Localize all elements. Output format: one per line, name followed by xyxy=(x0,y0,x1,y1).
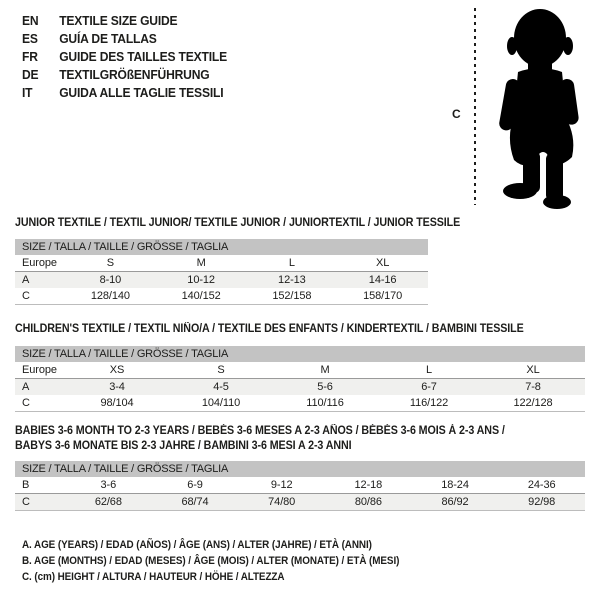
table-cell: 140/152 xyxy=(181,290,221,302)
babies-section-title xyxy=(15,424,505,454)
table-cell: 104/110 xyxy=(201,397,241,409)
table-cell: 92/98 xyxy=(528,496,556,508)
table-cell: 158/170 xyxy=(363,290,403,302)
table-cell: 110/116 xyxy=(306,397,344,409)
table-cell: M xyxy=(196,257,206,269)
table-row-europe xyxy=(15,362,585,379)
babies-title-line2: BABYS 3-6 MONATE BIS 2-3 JAHRE / BAMBINI 3-6 MESI A 2-3 ANNI xyxy=(15,440,352,452)
table-cell: S xyxy=(106,257,114,269)
language-row-de xyxy=(22,65,227,83)
guide-title-de: TEXTILGRÖßENFÜHRUNG xyxy=(59,66,210,82)
height-label-c: C xyxy=(452,107,461,121)
row-label: B xyxy=(22,479,30,491)
language-row-fr xyxy=(22,47,227,65)
language-code: IT xyxy=(22,84,33,100)
guide-title-en: TEXTILE SIZE GUIDE xyxy=(59,12,178,28)
footnotes xyxy=(22,537,441,585)
table-cell: 3-6 xyxy=(100,479,117,491)
language-row-en xyxy=(22,11,227,29)
row-label: C xyxy=(22,397,30,409)
table-cell: 10-12 xyxy=(187,274,215,286)
table-cell: 3-4 xyxy=(109,381,125,393)
table-row-europe xyxy=(15,255,428,272)
table-cell: 14-16 xyxy=(368,274,397,286)
table-cell: S xyxy=(217,364,225,376)
children-section-title: CHILDREN'S TEXTILE / TEXTIL NIÑO/A / TEXTILE DES ENFANTS / KINDERTEXTIL / BAMBINI TESSILE xyxy=(15,323,524,335)
children-size-table xyxy=(15,346,585,412)
footnote-c: C. (cm) HEIGHT / ALTURA / HAUTEUR / HÖHE / ALTEZZA xyxy=(22,571,285,583)
language-code: ES xyxy=(22,30,38,46)
table-cell: 5-6 xyxy=(317,381,333,393)
table-cell: 18-24 xyxy=(441,479,469,491)
table-cell: 62/68 xyxy=(94,496,122,508)
height-measure-dotted-line xyxy=(474,8,476,205)
table-cell: L xyxy=(425,364,433,376)
table-cell: L xyxy=(288,257,295,269)
table-cell: 6-9 xyxy=(187,479,203,491)
baby-figure xyxy=(452,4,600,214)
table-cell: XL xyxy=(375,257,390,269)
table-cell: 6-7 xyxy=(421,381,437,393)
footnote-b: B. AGE (MONTHS) / EDAD (MESES) / ÂGE (MOIS) / ALTER (MONATE) / ETÀ (MESI) xyxy=(22,555,400,567)
row-label: A xyxy=(22,274,30,286)
table-cell: 12-13 xyxy=(278,274,306,286)
language-code: EN xyxy=(22,12,39,28)
row-label: C xyxy=(22,496,30,508)
table-row-age xyxy=(15,272,428,288)
table-row-age xyxy=(15,379,585,395)
table-row-height xyxy=(15,494,585,511)
size-header-bar: SIZE / TALLA / TAILLE / GRÖSSE / TAGLIA xyxy=(15,239,428,255)
table-cell: 68/74 xyxy=(181,496,209,508)
table-cell: 80/86 xyxy=(354,496,382,508)
table-cell: M xyxy=(320,364,330,376)
table-cell: XS xyxy=(109,364,125,376)
table-cell: 122/128 xyxy=(513,397,553,409)
table-cell: 12-18 xyxy=(354,479,383,491)
guide-title-fr: GUIDE DES TAILLES TEXTILE xyxy=(59,48,227,64)
babies-title-line1: BABIES 3-6 MONTH TO 2-3 YEARS / BEBÉS 3-6 MESES A 2-3 AÑOS / BÉBÉS 3-6 MOIS À 2-3 ANS / xyxy=(15,425,505,437)
table-cell: 7-8 xyxy=(525,381,541,393)
size-header-bar: SIZE / TALLA / TAILLE / GRÖSSE / TAGLIA xyxy=(15,346,585,362)
language-code: FR xyxy=(22,48,38,64)
table-cell: 86/92 xyxy=(441,496,469,508)
junior-section-title: JUNIOR TEXTILE / TEXTIL JUNIOR/ TEXTILE JUNIOR / JUNIORTEXTIL / JUNIOR TESSILE xyxy=(15,217,461,229)
table-cell: 128/140 xyxy=(90,290,130,302)
language-row-it xyxy=(22,83,227,101)
size-header-bar: SIZE / TALLA / TAILLE / GRÖSSE / TAGLIA xyxy=(15,461,585,477)
babies-size-table xyxy=(15,461,585,511)
table-cell: 152/158 xyxy=(272,290,312,302)
row-label: C xyxy=(22,290,30,302)
table-row-height xyxy=(15,395,585,412)
language-code: DE xyxy=(22,66,39,82)
table-cell: 74/80 xyxy=(268,496,296,508)
guide-title-it: GUIDA ALLE TAGLIE TESSILI xyxy=(59,84,224,100)
table-cell: 9-12 xyxy=(270,479,293,491)
table-row-height xyxy=(15,288,428,305)
language-list xyxy=(22,11,242,101)
footnote-a: A. AGE (YEARS) / EDAD (AÑOS) / ÂGE (ANS) / ALTER (JAHRE) / ETÀ (ANNI) xyxy=(22,539,372,551)
guide-title-es: GUÍA DE TALLAS xyxy=(59,30,157,46)
table-cell: XL xyxy=(526,364,540,376)
row-label: Europe xyxy=(22,257,57,269)
table-cell: 98/104 xyxy=(100,397,134,409)
table-row-age-months xyxy=(15,477,585,494)
table-cell: 8-10 xyxy=(99,274,122,286)
junior-size-table xyxy=(15,239,428,305)
table-cell: 4-5 xyxy=(213,381,229,393)
row-label: A xyxy=(22,381,30,393)
table-cell: 24-36 xyxy=(527,479,556,491)
baby-silhouette-icon xyxy=(482,5,598,211)
language-row-es xyxy=(22,29,227,47)
row-label: Europe xyxy=(22,364,57,376)
table-cell: 116/122 xyxy=(409,397,449,409)
